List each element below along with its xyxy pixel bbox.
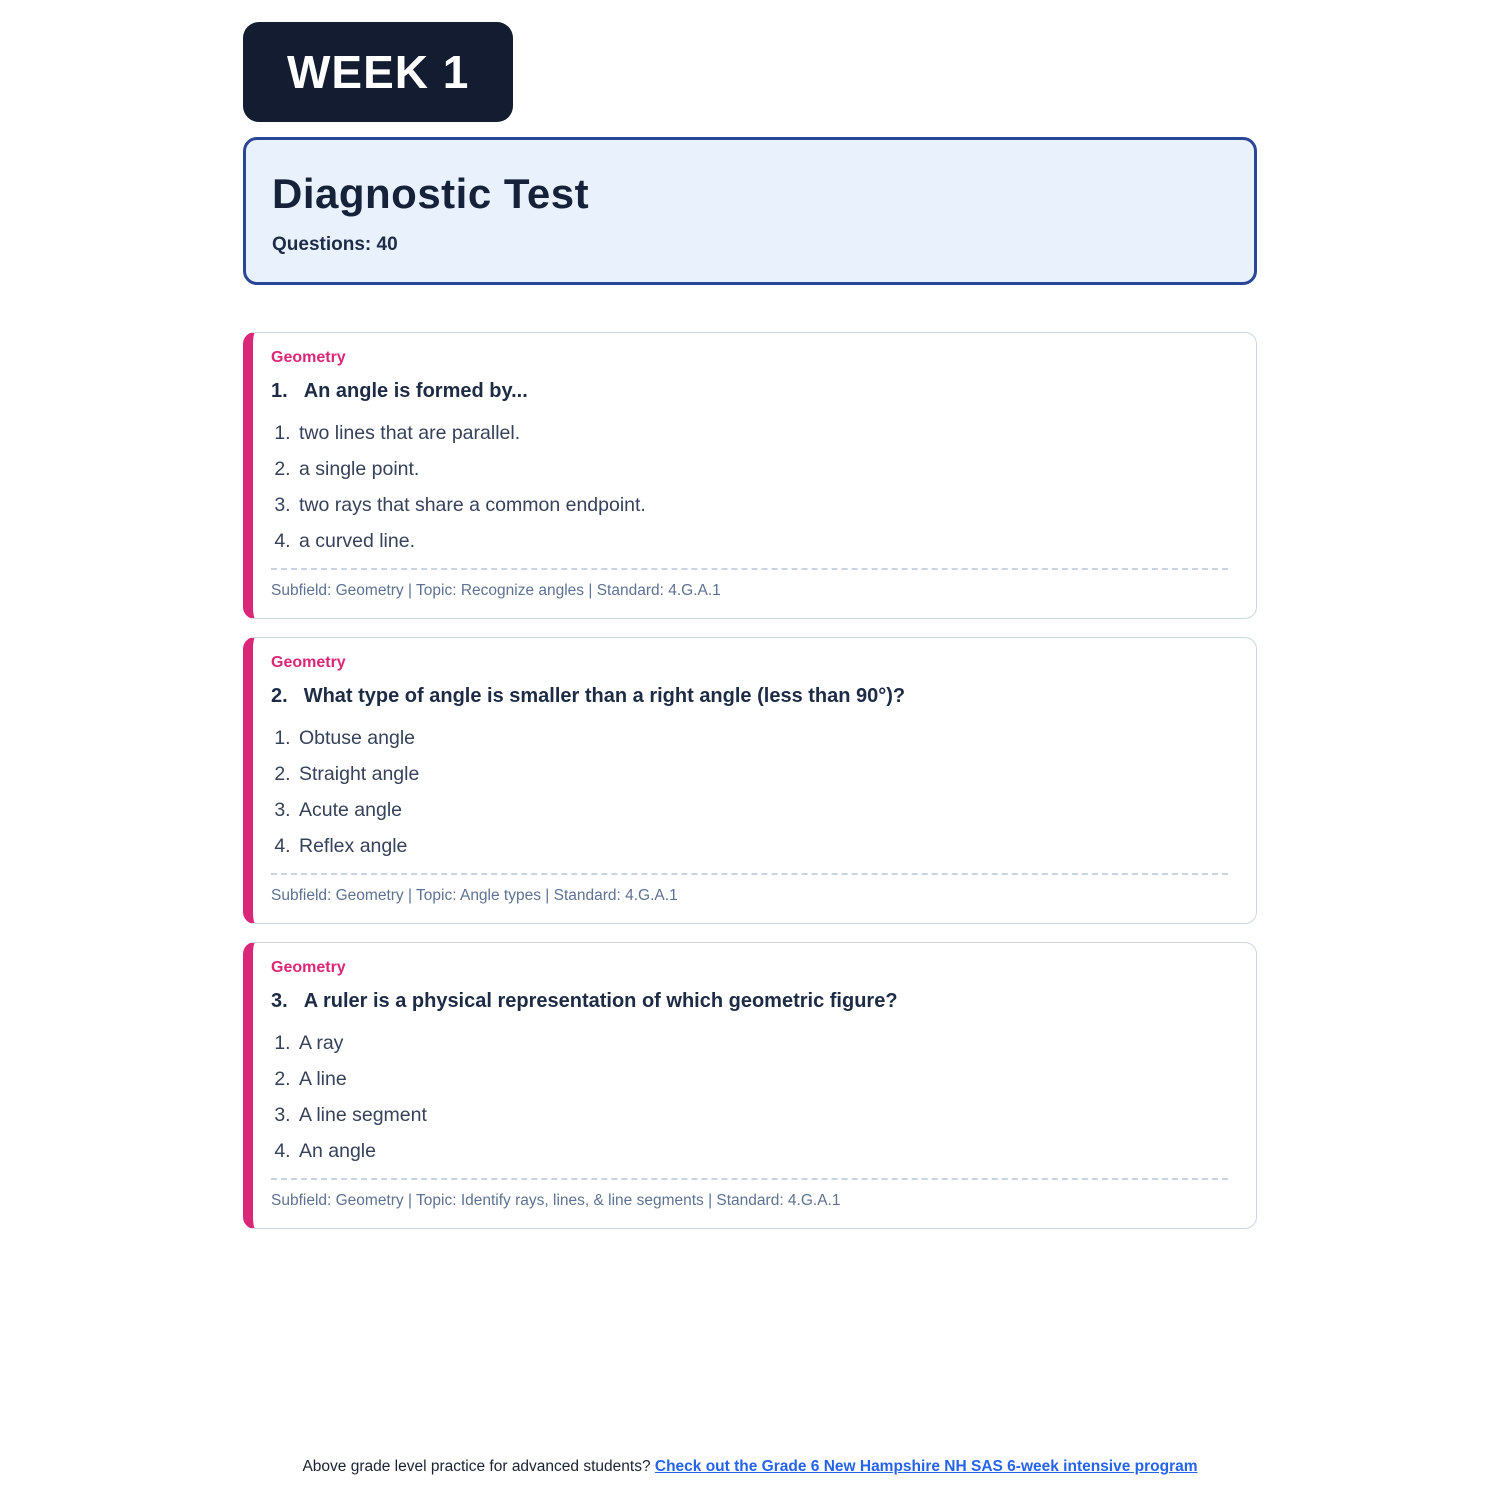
question-count: Questions: 40: [272, 234, 398, 255]
option-item: 4. An angle: [296, 1140, 1228, 1163]
option-item: 3. Acute angle: [296, 799, 1228, 822]
option-item: 2. A line: [296, 1068, 1228, 1091]
question-meta: Subfield: Geometry | Topic: Identify rays, lines, & line segments | Standard: 4.G.A.1: [271, 1192, 841, 1209]
question-card-2: [243, 637, 1257, 924]
subject-label: Geometry: [271, 654, 346, 671]
question-card-1: [243, 332, 1257, 619]
question-title: An angle is formed by...: [303, 380, 528, 402]
option-item: 3. two rays that share a common endpoint.: [296, 494, 1228, 517]
question-number: 3.: [271, 990, 288, 1012]
footer: [0, 1458, 1500, 1476]
option-item: 3. A line segment: [296, 1104, 1228, 1127]
worksheet-page: [243, 0, 1257, 1229]
week-badge: WEEK 1: [243, 22, 513, 122]
option-item: 1. Obtuse angle: [296, 727, 1228, 750]
subject-label: Geometry: [271, 959, 346, 976]
footer-link[interactable]: Check out the Grade 6 New Hampshire NH SAS 6-week intensive program: [654, 1458, 1198, 1475]
question-text: [271, 380, 1228, 403]
option-item: 4. Reflex angle: [296, 835, 1228, 858]
test-header-panel: [243, 137, 1257, 285]
options-list: [271, 422, 1228, 553]
question-title: A ruler is a physical representation of which geometric figure?: [303, 990, 898, 1012]
dashed-divider: [271, 568, 1228, 570]
dashed-divider: [271, 1178, 1228, 1180]
question-text: [271, 990, 1228, 1013]
subject-label: Geometry: [271, 349, 346, 366]
option-item: 4. a curved line.: [296, 530, 1228, 553]
options-list: [271, 1032, 1228, 1163]
question-number: 2.: [271, 685, 288, 707]
option-item: 1. two lines that are parallel.: [296, 422, 1228, 445]
options-list: [271, 727, 1228, 858]
page-title: Diagnostic Test: [272, 170, 590, 217]
question-card-3: [243, 942, 1257, 1229]
question-title: What type of angle is smaller than a right angle (less than 90°)?: [303, 685, 906, 707]
question-meta: Subfield: Geometry | Topic: Recognize angles | Standard: 4.G.A.1: [271, 582, 721, 599]
option-item: 2. a single point.: [296, 458, 1228, 481]
question-number: 1.: [271, 380, 288, 402]
dashed-divider: [271, 873, 1228, 875]
option-item: 1. A ray: [296, 1032, 1228, 1055]
option-item: 2. Straight angle: [296, 763, 1228, 786]
footer-text: Above grade level practice for advanced students?: [302, 1458, 655, 1475]
question-text: [271, 685, 1228, 708]
question-meta: Subfield: Geometry | Topic: Angle types | Standard: 4.G.A.1: [271, 887, 678, 904]
